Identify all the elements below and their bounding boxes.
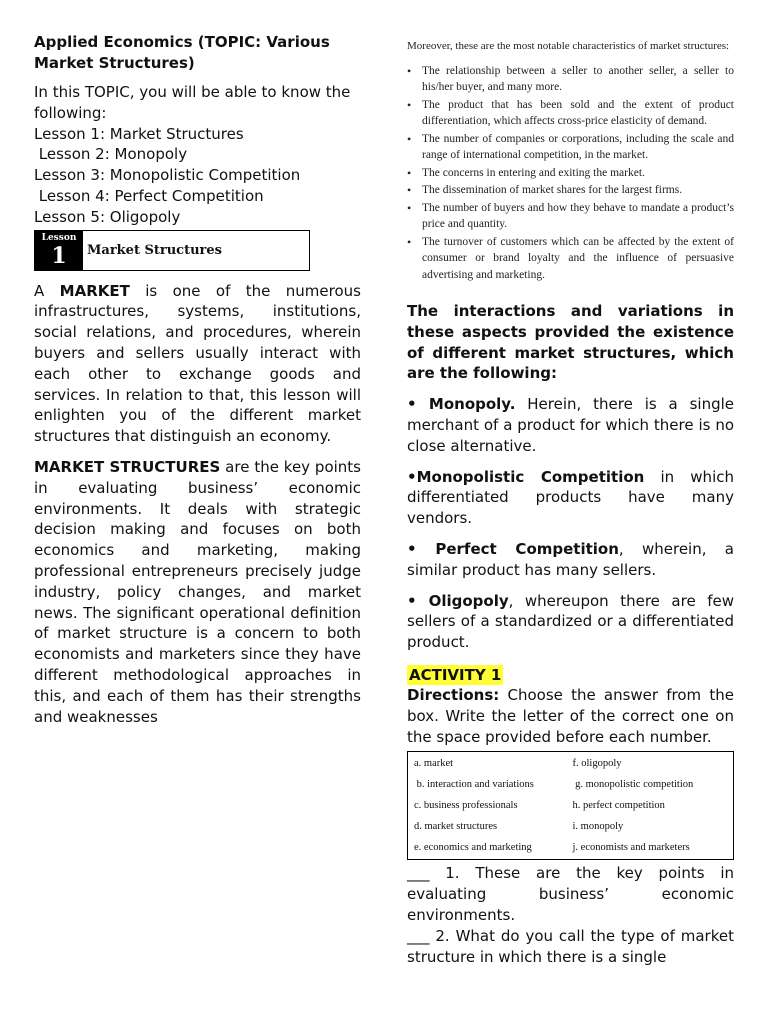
paragraph-text: is one of the numerous infrastructures, systems, institutions, social relations, and procedures, wherein buyers and sellers usually interact with each other to exchange goods and services. In relation to that, this lesson will enlighten you of the different market structures that distinguish an economy. <box>34 281 361 446</box>
left-column <box>34 32 361 737</box>
market-type-name: • Oligopoly <box>407 591 509 610</box>
intro-text: In this TOPIC, you will be able to know the following: <box>34 83 351 122</box>
market-type-name: • Perfect Competition <box>407 539 619 558</box>
market-type-perfect <box>407 539 734 581</box>
activity-section <box>407 663 734 967</box>
characteristics-lead: Moreover, these are the most notable characteristics of market structures: <box>407 40 730 52</box>
lesson-banner-title: Market Structures <box>87 242 222 258</box>
lesson-item: Lesson 2: Monopoly <box>34 145 188 164</box>
answer-choice: a. market <box>414 758 454 770</box>
market-type-name: • Monopoly. <box>407 395 516 414</box>
answer-choice: h. perfect competition <box>572 800 665 812</box>
lesson-item: Lesson 3: Monopolistic Competition <box>34 166 301 185</box>
lesson-item: Lesson 1: Market Structures <box>34 124 244 143</box>
market-term: MARKET <box>59 281 130 300</box>
characteristics-excerpt <box>407 38 734 283</box>
lesson-badge-number: 1 <box>51 242 67 269</box>
answer-choice: j. economists and marketers <box>572 842 690 854</box>
activity-title: ACTIVITY 1 <box>409 665 502 684</box>
question-item: ___ 1. These are the key points in evaluating business’ economic environments. <box>407 864 734 924</box>
directions-text: Choose the answer from the box. Write the letter of the correct one on the space provided before each number. <box>407 685 734 746</box>
interactions-heading: The interactions and variations in these aspects provided the existence of different market structures, which are the following: <box>407 302 734 383</box>
market-type-desc: , whereupon there are few sellers of a standardized or a differentiated product. <box>407 591 734 652</box>
market-type-oligopoly <box>407 591 734 653</box>
paragraph-text: A <box>34 281 60 300</box>
characteristic-item: • The number of companies or corporations, including the scale and range of international competition, in the market. <box>422 131 734 164</box>
characteristic-item: • The relationship between a seller to another seller, a seller to his/her buyer, and many more. <box>422 63 734 96</box>
document-title: Applied Economics (TOPIC: Various Market Structures) <box>34 33 330 72</box>
answer-choice: f. oligopoly <box>572 758 622 770</box>
answer-choice: d. market structures <box>414 821 498 833</box>
lesson-item: Lesson 5: Oligopoly <box>34 207 181 226</box>
answer-choices-box <box>407 751 734 860</box>
answer-choices-right <box>569 753 728 858</box>
characteristic-item: • The turnover of customers which can be affected by the extent of consumer or brand loyalty and the influence of persuasive advertising and marketing. <box>422 234 734 284</box>
characteristic-item: • The concerns in entering and exiting the market. <box>422 165 734 182</box>
market-definition-paragraph <box>34 281 361 447</box>
market-structures-paragraph <box>34 457 361 727</box>
market-type-desc: Herein, there is a single merchant of a product for which there is no close alternative. <box>407 395 734 455</box>
answer-choice: c. business professionals <box>414 800 518 812</box>
characteristic-item: • The product that has been sold and the extent of product differentiation, which affects cross-price elasticity of demand. <box>422 97 734 130</box>
answer-choice: b. interaction and variations <box>414 779 534 791</box>
activity-directions <box>407 685 734 747</box>
market-structures-term: MARKET STRUCTURES <box>34 457 221 476</box>
question-item: ___ 2. What do you call the type of market structure in which there is a single <box>407 926 734 966</box>
market-type-desc: in which differentiated products have many vendors. <box>407 467 734 528</box>
directions-label: Directions: <box>407 685 500 704</box>
lesson-list <box>34 124 361 228</box>
answer-choice: i. monopoly <box>572 821 624 833</box>
characteristic-item: • The number of buyers and how they behave to mandate a product’s price and quantity. <box>422 200 734 233</box>
lesson-banner <box>34 230 310 271</box>
characteristic-item: • The dissemination of market shares for the largest firms. <box>422 182 734 199</box>
characteristics-list <box>407 63 734 284</box>
market-type-desc: , wherein, a similar product has many sellers. <box>407 539 734 579</box>
right-column <box>407 38 734 967</box>
answer-choice: g. monopolistic competition <box>572 779 694 791</box>
lesson-badge <box>35 231 83 270</box>
market-type-monopolistic <box>407 467 734 529</box>
lesson-badge-word: Lesson <box>41 232 77 243</box>
answer-choice: e. economics and marketing <box>414 842 532 854</box>
market-type-monopoly <box>407 394 734 456</box>
market-type-name: •Monopolistic Competition <box>407 467 645 486</box>
answer-choices-left <box>414 753 569 858</box>
paragraph-text: are the key points in evaluating business’ economic environments. It deals with strategic decision making and focuses on both economics and marketing, making professional entrepreneurs precisely judge industry, policy changes, and market news. The significant operational definition of market structure is a concern to both economists and marketers since they have different methodological approaches in this, and each of them has their strengths and weaknesses <box>34 457 361 726</box>
lesson-item: Lesson 4: Perfect Competition <box>34 186 264 205</box>
